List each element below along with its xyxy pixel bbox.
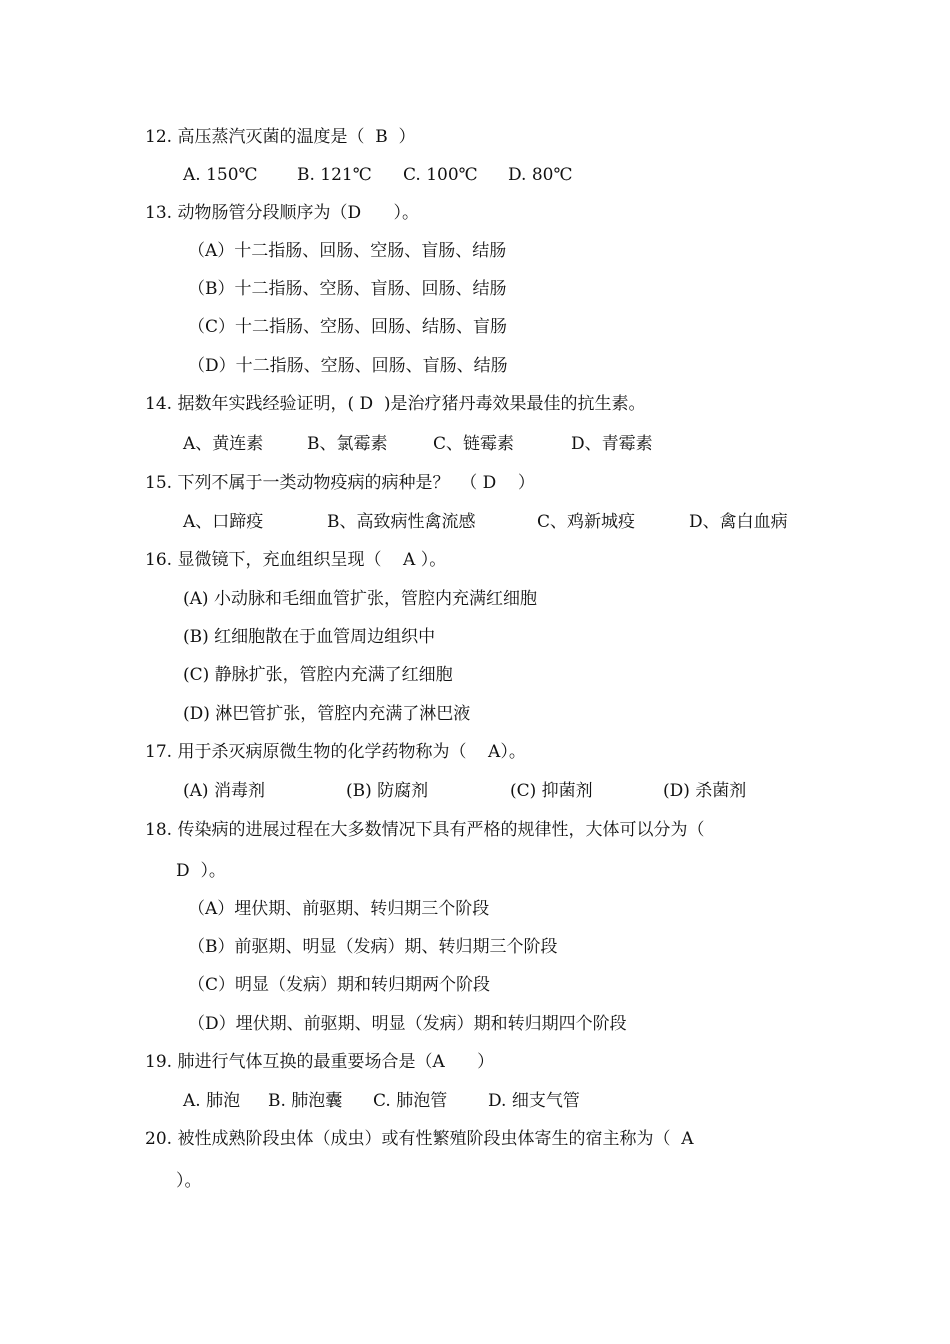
question-18-option-a: （A）埋伏期、前驱期、转归期三个阶段 (188, 899, 490, 919)
question-19-option-b: B. 肺泡囊 (268, 1091, 343, 1111)
question-13-option-b: （B）十二指肠、空肠、盲肠、回肠、结肠 (188, 279, 507, 299)
question-16-option-d: (D) 淋巴管扩张，管腔内充满了淋巴液 (183, 704, 471, 724)
question-15-option-a: A、口蹄疫 (183, 512, 264, 532)
question-16-stem: 16. 显微镜下，充血组织呈现（ A ）。 (145, 550, 447, 570)
question-19-option-c: C. 肺泡管 (373, 1091, 448, 1111)
question-16-option-c: (C) 静脉扩张，管腔内充满了红细胞 (183, 665, 453, 685)
question-15-option-d: D、禽白血病 (689, 512, 788, 532)
question-14-option-c: C、链霉素 (433, 434, 515, 454)
question-20-stem-continuation: ）。 (176, 1171, 202, 1191)
question-14-option-a: A、黄连素 (183, 434, 264, 454)
question-17-option-d: (D) 杀菌剂 (663, 781, 747, 801)
question-12-option-a: A. 150℃ (183, 165, 258, 185)
question-16-option-b: (B) 红细胞散在于血管周边组织中 (183, 627, 436, 647)
question-18-option-b: （B）前驱期、明显（发病）期、转归期三个阶段 (188, 937, 558, 957)
question-16-option-a: (A) 小动脉和毛细血管扩张，管腔内充满红细胞 (183, 589, 537, 609)
question-13-stem: 13. 动物肠管分段顺序为（D ）。 (145, 203, 419, 223)
question-12-option-c: C. 100℃ (403, 165, 478, 185)
question-14-stem: 14. 据数年实践经验证明，( D )是治疗猪丹毒效果最佳的抗生素。 (145, 394, 646, 414)
question-13-option-d: （D）十二指肠、空肠、回肠、盲肠、结肠 (188, 356, 508, 376)
question-13-option-c: （C）十二指肠、空肠、回肠、结肠、盲肠 (188, 317, 508, 337)
question-18-option-c: （C）明显（发病）期和转归期两个阶段 (188, 975, 491, 995)
question-12-stem: 12. 高压蒸汽灭菌的温度是（ B ） (145, 127, 416, 147)
question-15-option-c: C、鸡新城疫 (537, 512, 636, 532)
question-14-option-d: D、青霉素 (571, 434, 653, 454)
question-12-option-d: D. 80℃ (508, 165, 573, 185)
question-13-option-a: （A）十二指肠、回肠、空肠、盲肠、结肠 (188, 241, 507, 261)
question-20-stem: 20. 被性成熟阶段虫体（成虫）或有性繁殖阶段虫体寄生的宿主称为（ A (145, 1129, 694, 1149)
question-17-stem: 17. 用于杀灭病原微生物的化学药物称为（ A）。 (145, 742, 526, 762)
question-17-option-a: (A) 消毒剂 (183, 781, 265, 801)
question-17-option-c: (C) 抑菌剂 (510, 781, 593, 801)
question-15-stem: 15. 下列不属于一类动物疫病的病种是？ （ D ） (145, 473, 535, 493)
question-15-option-b: B、高致病性禽流感 (327, 512, 476, 532)
question-18-stem-continuation: D ）。 (176, 861, 226, 881)
question-19-option-a: A. 肺泡 (183, 1091, 241, 1111)
question-19-option-d: D. 细支气管 (488, 1091, 580, 1111)
question-18-option-d: （D）埋伏期、前驱期、明显（发病）期和转归期四个阶段 (188, 1014, 627, 1034)
question-12-option-b: B. 121℃ (297, 165, 372, 185)
question-18-stem: 18. 传染病的进展过程在大多数情况下具有严格的规律性，大体可以分为（ (145, 820, 705, 840)
question-17-option-b: (B) 防腐剂 (346, 781, 429, 801)
question-14-option-b: B、氯霉素 (307, 434, 388, 454)
question-19-stem: 19. 肺进行气体互换的最重要场合是（A ） (145, 1052, 495, 1072)
